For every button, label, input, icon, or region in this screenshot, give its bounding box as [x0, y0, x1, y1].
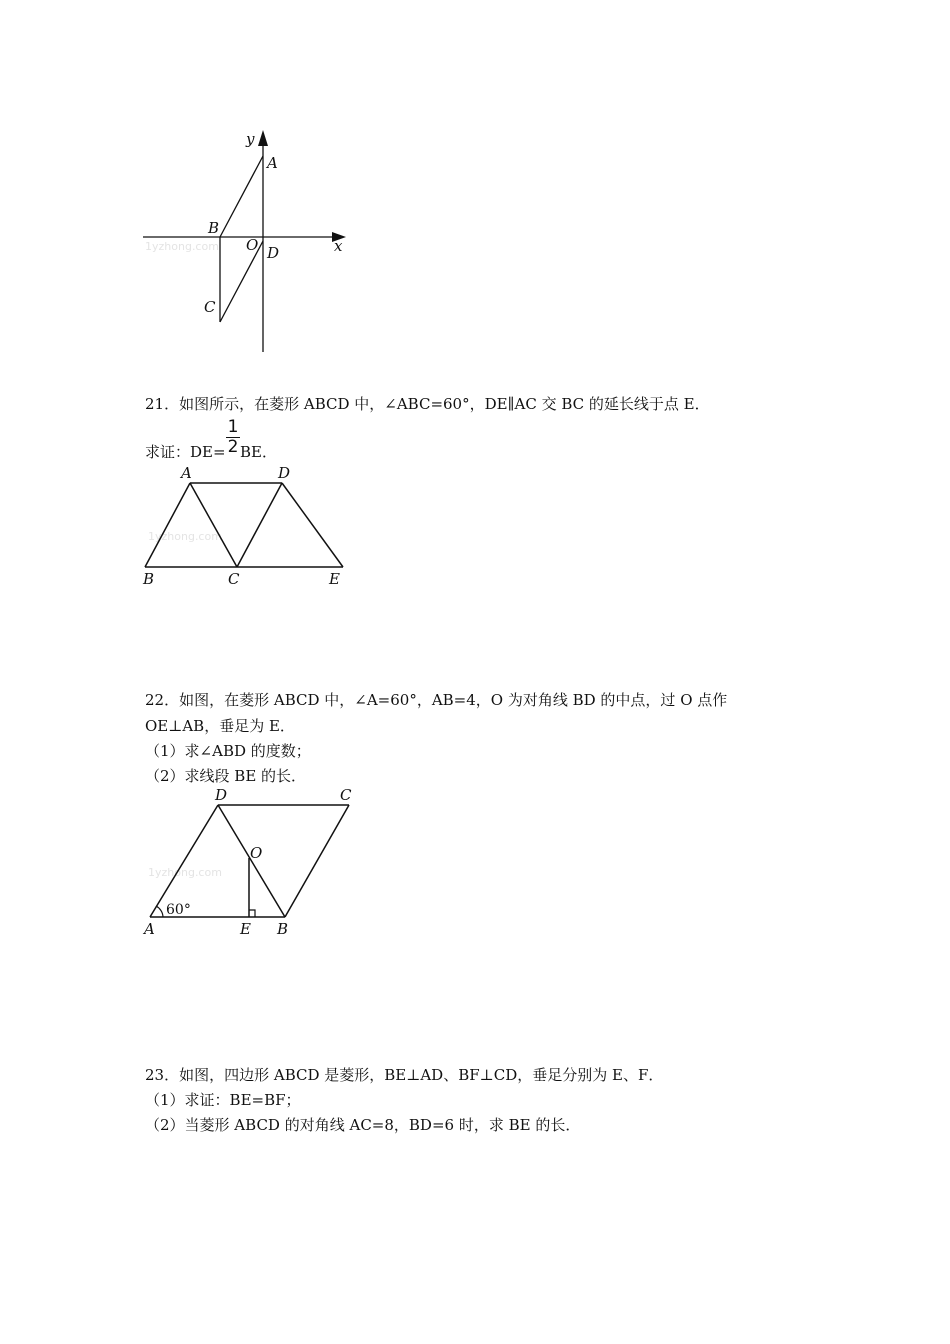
label-D: D: [215, 786, 228, 804]
q22-line1: 22．如图，在菱形 ABCD 中，∠A=60°，AB=4，O 为对角线 BD 的中点，过 O 点作: [145, 691, 728, 709]
label-B: B: [143, 570, 155, 588]
fraction-denominator: 2: [227, 437, 239, 457]
watermark: 1yzhong.com: [148, 866, 222, 879]
q21-line1: 21．如图所示，在菱形 ABCD 中，∠ABC=60°，DE∥AC 交 BC 的延长线于点 E．: [145, 395, 710, 413]
right-angle-mark: [249, 910, 255, 917]
q22-line3: （1）求∠ABD 的度数；: [145, 742, 311, 760]
label-D: D: [278, 464, 291, 482]
label-A: A: [144, 920, 155, 938]
watermark: 1yzhong.com: [145, 240, 219, 253]
label-x: x: [334, 237, 343, 255]
label-D: D: [267, 244, 280, 262]
watermark: 1yzhong.com: [148, 530, 222, 543]
label-C: C: [228, 570, 240, 588]
label-E: E: [329, 570, 340, 588]
label-E: E: [240, 920, 251, 938]
q22-line2: OE⊥AB，垂足为 E．: [145, 717, 295, 735]
label-B: B: [277, 920, 289, 938]
q23-line3: （2）当菱形 ABCD 的对角线 AC=8，BD=6 时，求 BE 的长．: [145, 1116, 581, 1134]
segment-AD: [150, 805, 218, 917]
fraction-numerator: 1: [227, 417, 239, 437]
segment-BC: [285, 805, 349, 917]
q23-line2: （1）求证：BE=BF；: [145, 1091, 301, 1109]
label-A: A: [181, 464, 192, 482]
label-B: B: [208, 219, 220, 237]
q21-line2-suffix: BE．: [240, 443, 277, 461]
label-y: y: [246, 130, 255, 148]
label-O: O: [246, 236, 259, 254]
angle-arc: [156, 906, 163, 917]
q22-line4: （2）求线段 BE 的长．: [145, 767, 307, 785]
label-C: C: [204, 298, 216, 316]
label-angle: 60°: [166, 902, 191, 918]
label-O: O: [250, 844, 263, 862]
q21-line2-prefix: 求证：DE=: [145, 443, 226, 461]
label-A: A: [267, 154, 278, 172]
label-C: C: [340, 786, 352, 804]
q23-line1: 23．如图，四边形 ABCD 是菱形，BE⊥AD、BF⊥CD，垂足分别为 E、F．: [145, 1066, 664, 1084]
